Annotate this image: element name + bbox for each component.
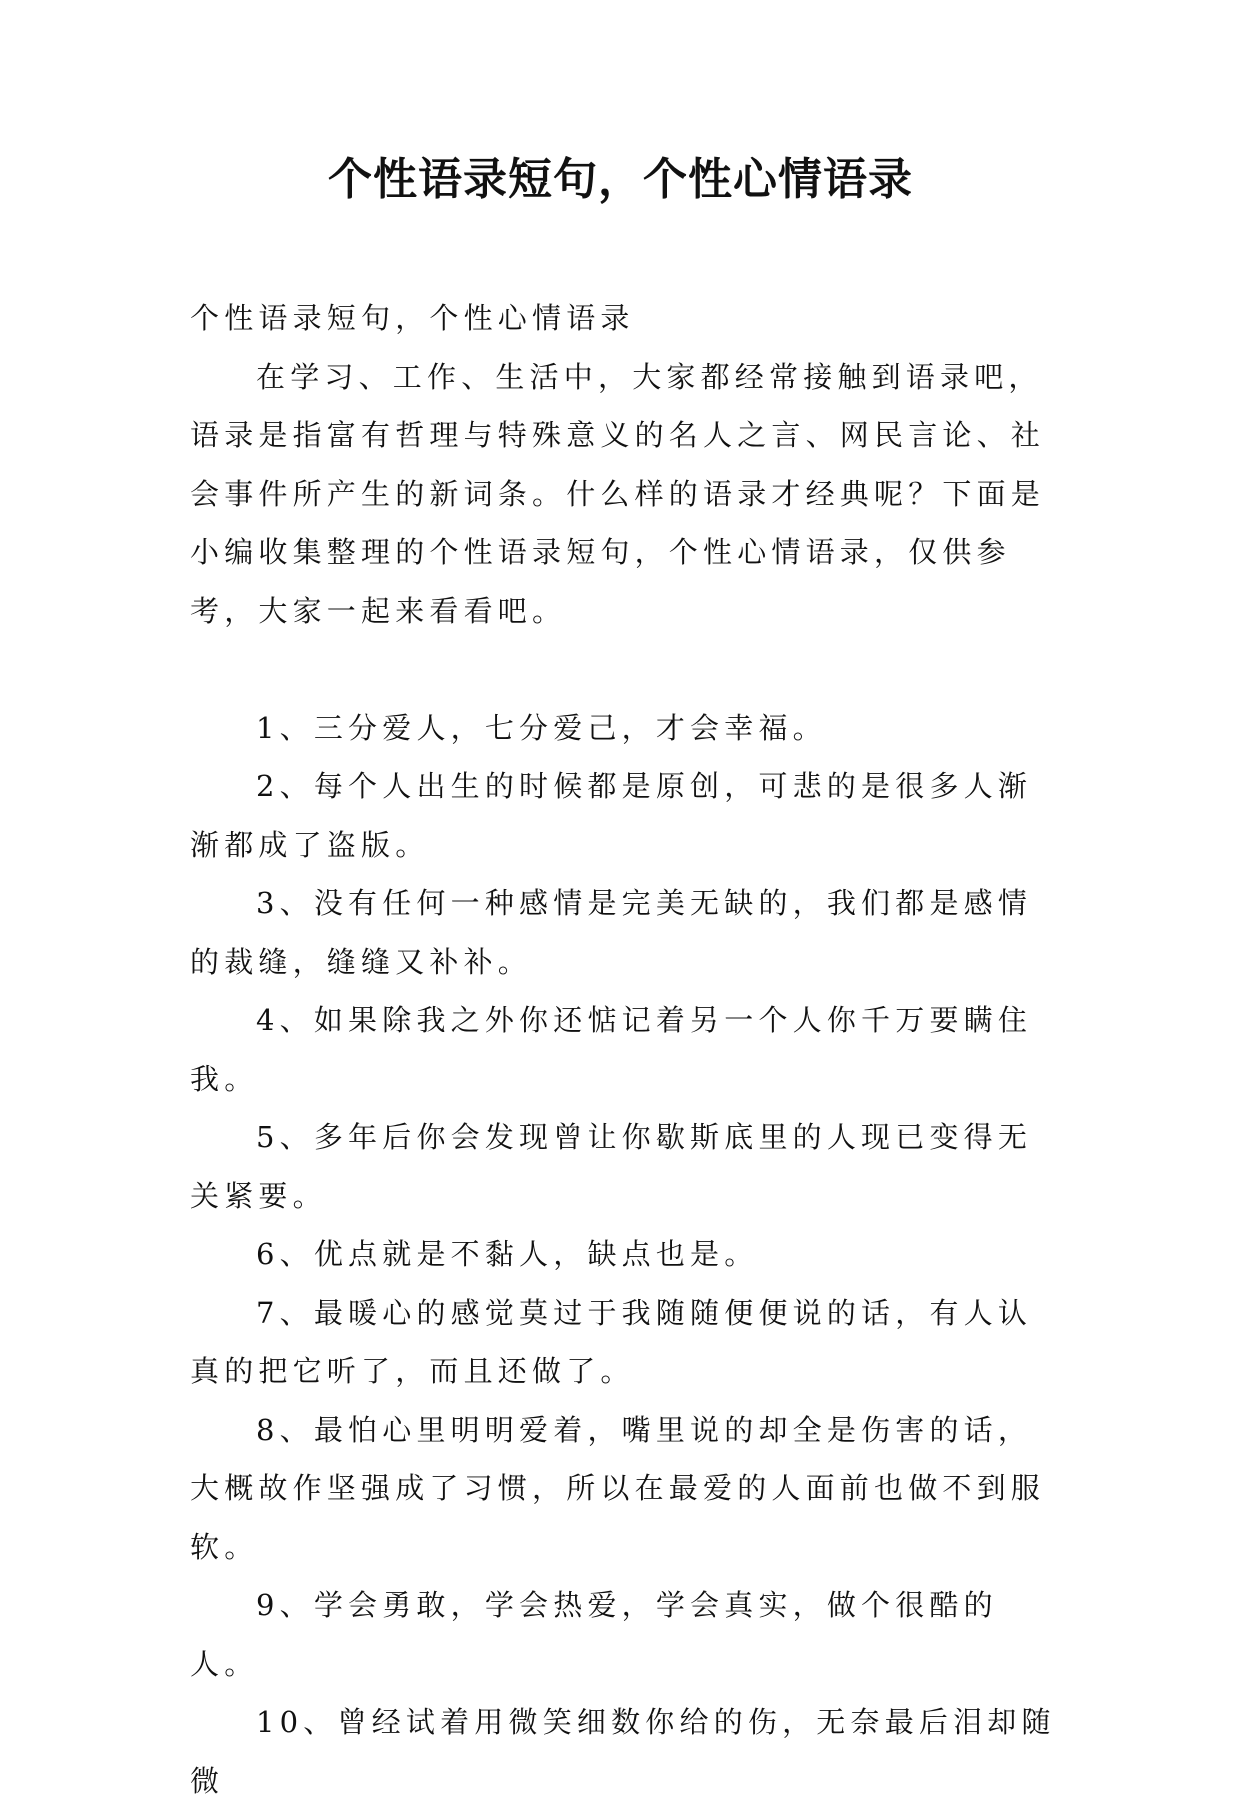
quote-item-9: 9、学会勇敢，学会热爱，学会真实，做个很酷的人。	[190, 1588, 998, 1681]
document-body	[190, 289, 1060, 1810]
quote-item-2: 2、每个人出生的时候都是原创，可悲的是很多人渐渐都成了盗版。	[190, 769, 1033, 862]
quote-item-10: 10、曾经试着用微笑细数你给的伤，无奈最后泪却随微	[190, 1705, 1056, 1798]
quote-item-1: 1、三分爱人，七分爱己，才会幸福。	[256, 710, 827, 745]
quote-item-8: 8、最怕心里明明爱着，嘴里说的却全是伤害的话，大概故作坚强成了习惯，所以在最爱的人面前也做不到服软。	[190, 1412, 1046, 1564]
quote-item-6: 6、优点就是不黏人，缺点也是。	[256, 1237, 759, 1271]
quote-item-4: 4、如果除我之外你还惦记着另一个人你千万要瞒住我。	[190, 1003, 1033, 1096]
document-subtitle: 个性语录短句，个性心情语录	[190, 301, 635, 335]
intro-paragraph: 在学习、工作、生活中，大家都经常接触到语录吧，语录是指富有哲理与特殊意义的名人之言、网民言论、社会事件所产生的新词条。什么样的语录才经典呢？下面是小编收集整理的个性语录短句，个性心情语录，仅供参考，大家一起来看看吧。	[190, 359, 1046, 628]
document-title: 个性语录短句，个性心情语录	[328, 154, 913, 205]
quote-item-7: 7、最暖心的感觉莫过于我随随便便说的话，有人认真的把它听了，而且还做了。	[190, 1295, 1033, 1388]
quote-item-3: 3、没有任何一种感情是完美无缺的，我们都是感情的裁缝，缝缝又补补。	[190, 886, 1033, 979]
quote-item-5: 5、多年后你会发现曾让你歇斯底里的人现已变得无关紧要。	[190, 1120, 1033, 1213]
blank-line	[190, 640, 1060, 699]
